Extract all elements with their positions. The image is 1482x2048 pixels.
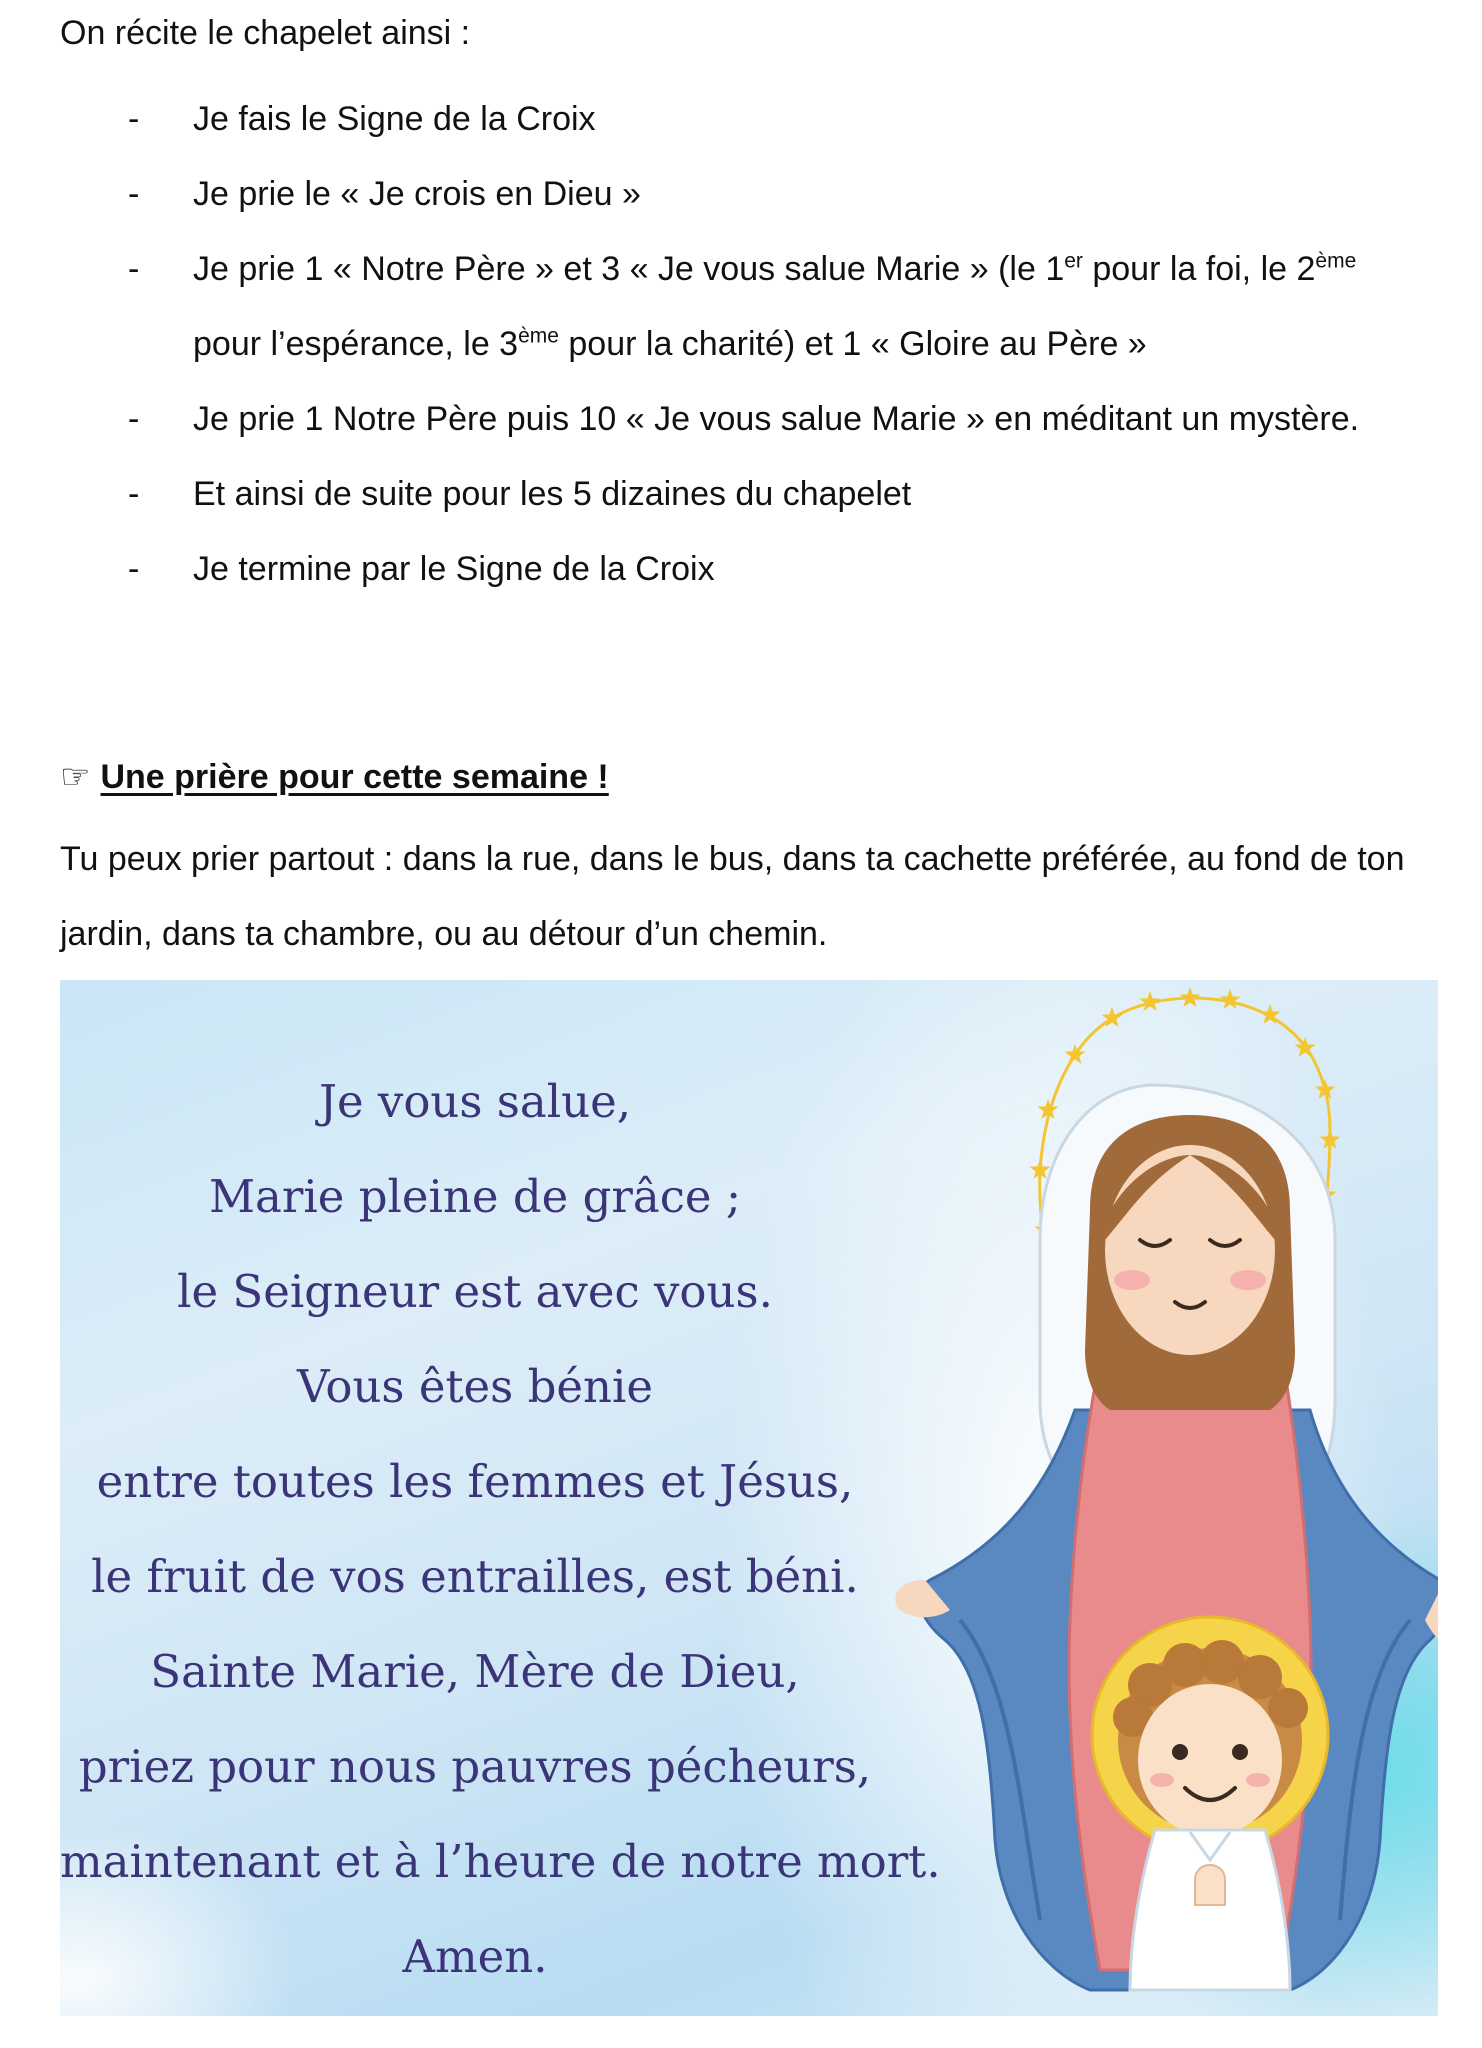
list-item (60, 157, 1430, 232)
step-text-part: pour la foi, le 2 (1082, 250, 1316, 288)
rosary-steps-list (60, 82, 1430, 607)
ordinal-superscript: er (1064, 249, 1083, 273)
prayer-text (60, 1054, 941, 2004)
bullet-dash: - (128, 250, 140, 288)
star-icon (1315, 1079, 1336, 1099)
star-icon (1295, 1037, 1316, 1057)
prayer-line: Marie pleine de grâce ; (208, 1170, 742, 1223)
step-text-part: pour la charité) et 1 « Gloire au Père » (558, 325, 1147, 363)
list-item (60, 382, 1430, 457)
section-heading-text: Une prière pour cette semaine ! (100, 758, 609, 796)
bullet-dash: - (128, 100, 140, 138)
prayer-line: maintenant et à l’heure de notre mort. (60, 1835, 941, 1888)
praying-hands (1195, 1865, 1225, 1905)
prayer-line: le Seigneur est avec vous. (177, 1265, 773, 1318)
prayer-line: Amen. (402, 1930, 548, 1983)
list-item (60, 532, 1430, 607)
step-text-part: Je prie 1 « Notre Père » et 3 « Je vous salue Marie » (le 1 (193, 250, 1065, 288)
step-text: Je prie le « Je crois en Dieu » (193, 175, 641, 213)
mary-face (1105, 1145, 1275, 1355)
list-item (60, 457, 1430, 532)
star-icon (1220, 989, 1241, 1009)
intro-text: On récite le chapelet ainsi : (60, 14, 471, 52)
step-text: Je termine par le Signe de la Croix (193, 550, 715, 588)
step-text (193, 232, 1430, 382)
star-icon (1140, 991, 1161, 1011)
section-paragraph: Tu peux prier partout : dans la rue, dans le bus, dans ta cachette préférée, au fond de ton jardin, dans ta chambre, ou au détour d’un chemin. (60, 840, 1405, 953)
list-item (60, 232, 1430, 382)
mary-and-child-illustration (850, 980, 1438, 2016)
prayer-line: le fruit de vos entrailles, est béni. (91, 1550, 859, 1603)
ordinal-superscript: ème (1315, 249, 1357, 273)
prayer-line: priez pour nous pauvres pécheurs, (78, 1740, 872, 1793)
bullet-dash: - (128, 475, 140, 513)
step-text: Je prie 1 Notre Père puis 10 « Je vous salue Marie » en méditant un mystère. (193, 400, 1360, 438)
ordinal-superscript: ème (518, 324, 559, 348)
step-text: Et ainsi de suite pour les 5 dizaines du chapelet (193, 475, 912, 513)
list-item (60, 82, 1430, 157)
bullet-dash: - (128, 175, 140, 213)
bullet-dash: - (128, 550, 140, 588)
prayer-line: Sainte Marie, Mère de Dieu, (150, 1645, 800, 1698)
bullet-dash: - (128, 400, 140, 438)
pointing-hand-icon: ☞ (60, 758, 91, 796)
prayer-line: entre toutes les femmes et Jésus, (96, 1455, 854, 1508)
section-heading (60, 752, 609, 802)
child-face (1138, 1684, 1282, 1836)
prayer-line: Je vous salue, (318, 1075, 632, 1128)
prayer-image (60, 980, 1438, 2016)
step-text: Je fais le Signe de la Croix (193, 100, 596, 138)
child-robe (1130, 1830, 1290, 1990)
step-text-part: pour l’espérance, le 3 (193, 325, 519, 363)
star-icon (1180, 987, 1201, 1007)
prayer-line: Vous êtes bénie (296, 1360, 654, 1413)
